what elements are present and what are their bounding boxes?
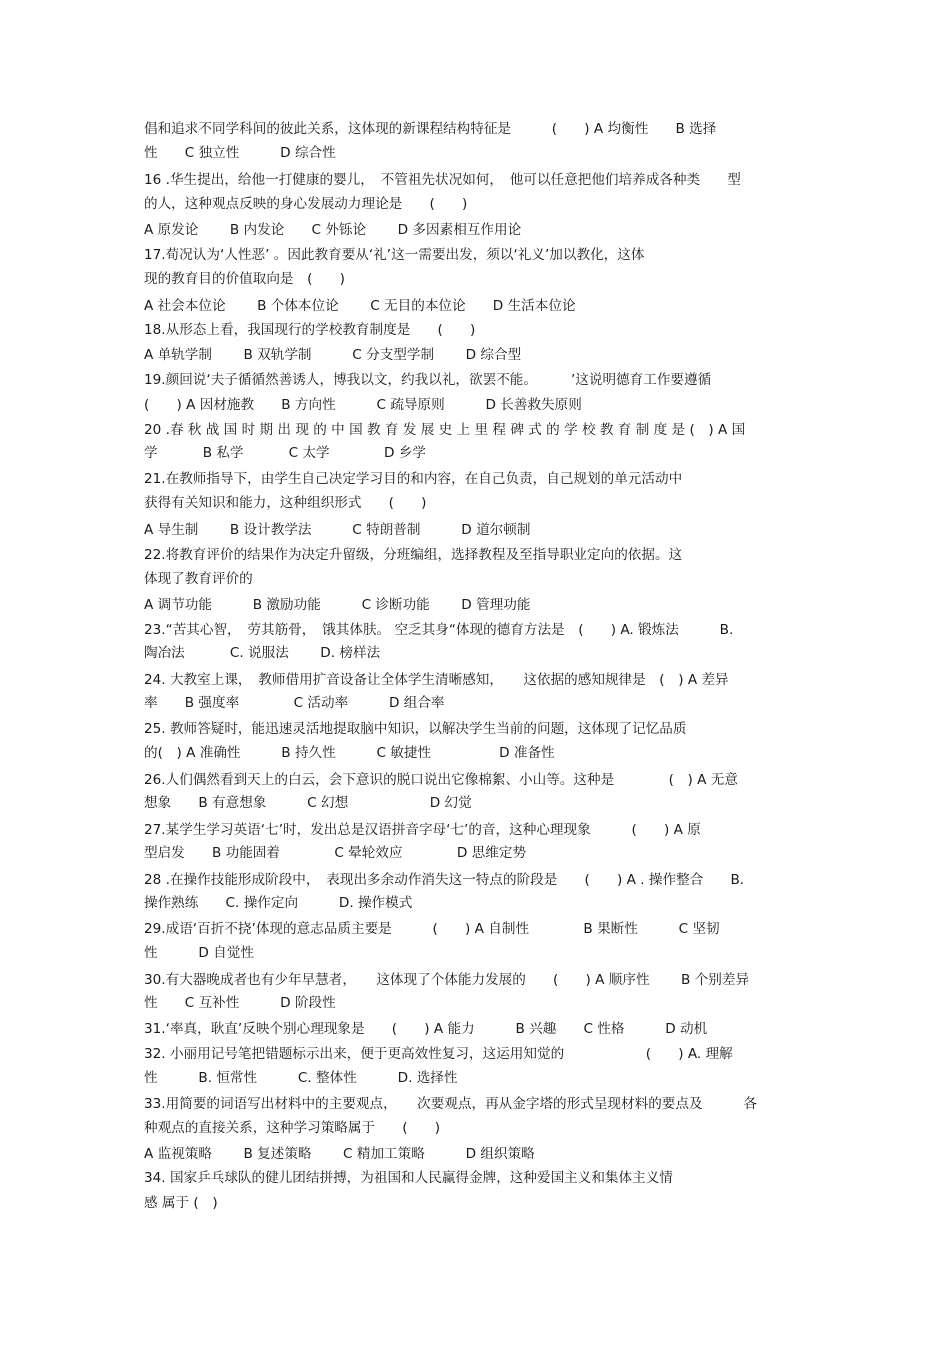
text-line: 的人，这种观点反映的身心发展动力理论是 ( ) — [144, 196, 468, 212]
text-line: A 单轨学制 B 双轨学制 C 分支型学制 D 综合型 — [144, 347, 522, 363]
text-line: 率 B 强度率 C 活动率 D 组合率 — [144, 695, 445, 711]
text-line: 30.有大器晚成者也有少年早慧者， 这体现了个体能力发展的 ( ) A 顺序性 B 个别差异 — [144, 972, 750, 988]
text-line: ( ) A 因材施教 B 方向性 C 疏导原则 D 长善救失原则 — [144, 397, 582, 413]
text-line: 27.某学生学习英语‘七’时，发出总是汉语拼音字母‘七’的音，这种心理现象 ( ) A 原 — [144, 822, 701, 838]
text-line: 19.颜回说‘夫子循循然善诱人，博我以文，约我以礼，欲罢不能。 ’这说明德育工作要遵循 — [144, 372, 712, 388]
text-line: 性 C 互补性 D 阶段性 — [144, 995, 336, 1011]
text-line: 型启发 B 功能固着 C 晕轮效应 D 思维定势 — [144, 845, 527, 861]
text-line: A 原发论 B 内发论 C 外铄论 D 多因素相互作用论 — [144, 222, 522, 238]
text-line: 的( ) A 准确性 B 持久性 C 敏捷性 D 准备性 — [144, 745, 555, 761]
text-line: 31.‘率真，耿直’反映个别心理现象是 ( ) A 能力 B 兴趣 C 性格 D 动机 — [144, 1021, 708, 1037]
text-line: 种观点的直接关系，这种学习策略属于 ( ) — [144, 1120, 441, 1136]
text-line: 32. 小丽用记号笔把错题标示出来，便于更高效性复习，这运用知觉的 ( ) A. 理解 — [144, 1046, 733, 1062]
text-line: 性 C 独立性 D 综合性 — [144, 145, 336, 161]
text-line: A 监视策略 B 复述策略 C 精加工策略 D 组织策略 — [144, 1146, 535, 1162]
text-line: 16 .华生提出，给他一打健康的婴儿， 不管祖先状况如何， 他可以任意把他们培养成各种类 型 — [144, 172, 741, 188]
text-line: 34. 国家乒乓球队的健儿团结拼搏，为祖国和人民赢得金牌，这种爱国主义和集体主义情 — [144, 1170, 673, 1186]
text-line: 体现了教育评价的 — [144, 571, 253, 587]
text-line: 21.在教师指导下，由学生自己决定学习目的和内容，在自己负责，自己规划的单元活动中 — [144, 471, 683, 487]
text-line: 28 .在操作技能形成阶段中， 表现出多余动作消失这一特点的阶段是 ( ) A . 操作整合 B. — [144, 872, 745, 888]
text-line: 获得有关知识和能力，这种组织形式 ( ) — [144, 495, 427, 511]
text-line: 18.从形态上看，我国现行的学校教育制度是 ( ) — [144, 322, 476, 338]
text-line: 陶冶法 C. 说服法 D. 榜样法 — [144, 645, 381, 661]
text-line: A 社会本位论 B 个体本位论 C 无目的本位论 D 生活本位论 — [144, 298, 576, 314]
text-line: 学 B 私学 C 太学 D 乡学 — [144, 445, 426, 461]
text-line: 倡和追求不同学科间的彼此关系，这体现的新课程结构特征是 ( ) A 均衡性 B 选择 — [144, 121, 717, 137]
text-line: 操作熟练 C. 操作定向 D. 操作模式 — [144, 895, 413, 911]
text-line: 现的教育目的价值取向是 ( ) — [144, 271, 345, 287]
text-line: 想象 B 有意想象 C 幻想 D 幻觉 — [144, 795, 472, 811]
text-line: 26.人们偶然看到天上的白云，会下意识的脱口说出它像棉絮、小山等。这种是 ( ) A 无意 — [144, 772, 738, 788]
text-line: 感 属于 ( ) — [144, 1195, 218, 1211]
text-line: 24. 大教室上课， 教师借用扩音设备让全体学生清晰感知， 这依据的感知规律是 ( ) A 差异 — [144, 672, 729, 688]
text-line: 25. 教师答疑时，能迅速灵活地提取脑中知识，以解决学生当前的问题，这体现了记忆品质 — [144, 721, 687, 737]
text-line: 29.成语‘百折不挠’体现的意志品质主要是 ( ) A 自制性 B 果断性 C 坚韧 — [144, 921, 720, 937]
text-line: 性 B. 恒常性 C. 整体性 D. 选择性 — [144, 1070, 458, 1086]
text-line: 33.用简要的词语写出材料中的主要观点， 次要观点，再从金字塔的形式呈现材料的要点及 各 — [144, 1096, 757, 1112]
text-line: 23.“苦其心智， 劳其筋骨， 饿其体肤。 空乏其身“体现的德育方法是 ( ) A. 锻炼法 B. — [144, 622, 734, 638]
text-line: 22.将教育评价的结果作为决定升留级，分班编组，选择教程及至指导职业定向的依据。这 — [144, 547, 683, 563]
text-line: 性 D 自觉性 — [144, 945, 254, 961]
text-line: A 导生制 B 设计教学法 C 特朗普制 D 道尔顿制 — [144, 522, 531, 538]
text-line: 17.荀况认为‘人性恶’ 。因此教育要从‘礼’这一需要出发，须以‘礼义’加以教化，这体 — [144, 247, 645, 263]
text-line: 20 .春 秋 战 国 时 期 出 现 的 中 国 教 育 发 展 史 上 里 程 碑 式 的 学 校 教 育 制 度 是 ( ) A 国 — [144, 422, 746, 438]
text-line: A 调节功能 B 激励功能 C 诊断功能 D 管理功能 — [144, 597, 531, 613]
